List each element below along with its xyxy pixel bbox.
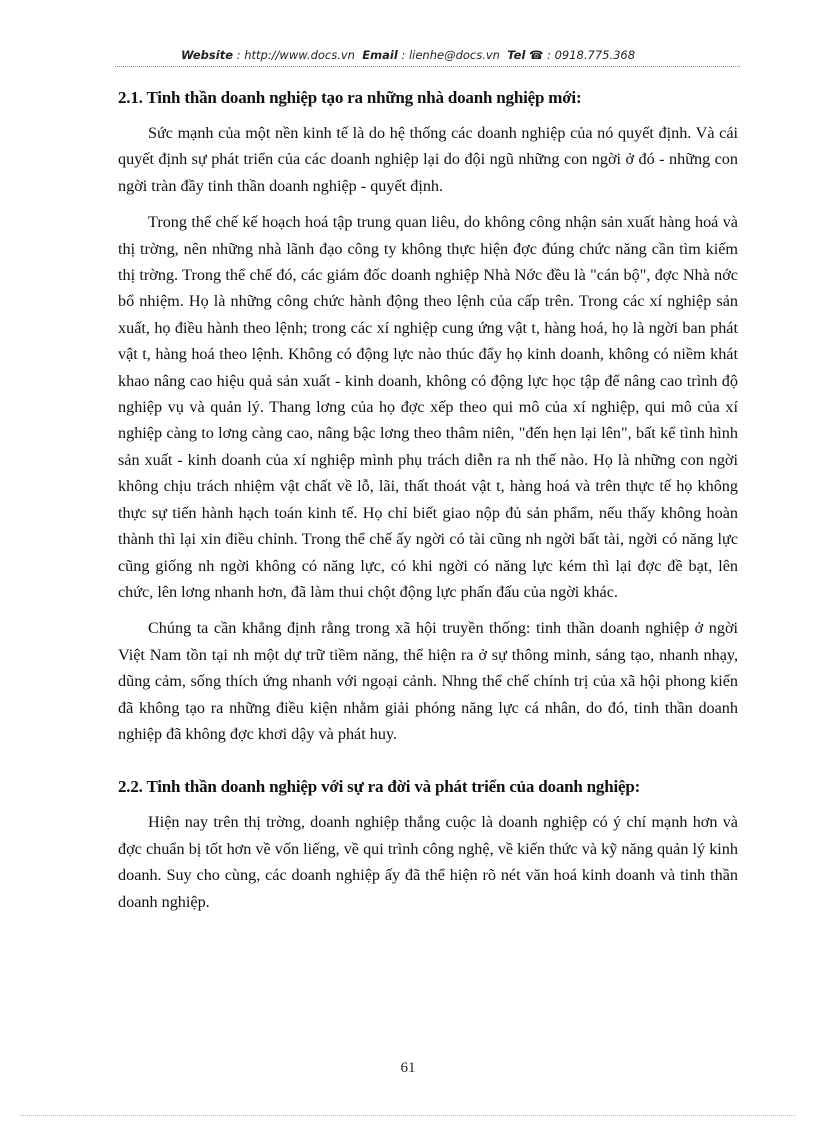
paragraph: Sức mạnh của một nền kinh tế là do hệ thống các doanh nghiệp của nó quyết định. Và cái quyết định sự phát triển của các doanh nghiệp lại do đội ngũ những con ngời ở đó - những con ngời tràn đầy tinh thần doanh nghiệp - quyết định. [118,124,738,195]
phone-icon: ☎ [529,48,544,62]
paragraph: Trong thể chế kế hoạch hoá tập trung quan liêu, do không công nhận sản xuất hàng hoá và thị trờng, nên những nhà lãnh đạo công ty không thực hiện đợc đúng chức năng cần tìm kiếm thị trờng. Trong thể chế đó, các giám đốc doanh nghiệp Nhà Nớc đều là "cán bộ", đợc Nhà nớc bổ nhiệm. Họ là những công chức hành động theo lệnh của cấp trên. Trong các xí nghiệp sản xuất, họ điều hành theo lệnh; trong các xí nghiệp cung ứng vật t, hàng hoá, họ là ngời ban phát vật t, hàng hoá theo lệnh. Không có động lực nào thúc đẩy họ kinh doanh, không có niềm khát khao nâng cao hiệu quả sản xuất - kinh doanh, không có động lực học tập để nâng cao trình độ nghiệp vụ và quản lý. Thang lơng của họ đợc xếp theo qui mô của xí nghiệp, qui mô của xí nghiệp càng to lơng càng cao, nâng bậc lơng theo thâm niên, "đến hẹn lại lên", bất kể tình hình sản xuất - kinh doanh của xí nghiệp mình phụ trách diễn ra nh thế nào. Họ là những con ngời không chịu trách nhiệm vật chất về lỗ, lãi, thất thoát vật t, hàng hoá và trên thực tế họ không thực sự tiến hành hạch toán kinh tế. Họ chỉ biết giao nộp đủ sản phẩm, nếu thấy không hoàn thành thì lại xin điều chỉnh. Trong thể chế ấy ngời có tài cũng nh ngời bất tài, ngời có năng lực cũng giống nh ngời không có năng lực, có khi ngời có năng lực kém thì lại đợc đề bạt, lên chức, lên lơng nhanh hơn, đã làm thui chột động lực phấn đấu của ngời khác. [118,213,738,601]
page-header [0,48,816,62]
tel-value: : 0918.775.368 [547,48,636,62]
tel-label: Tel [507,48,526,62]
email-label: Email [362,48,398,62]
paragraph: Chúng ta cần khẳng định rằng trong xã hội truyền thống: tinh thần doanh nghiệp ở ngời Việt Nam tồn tại nh một dự trữ tiềm năng, thể hiện ra ở sự thông minh, sáng tạo, nhanh nhạy, dũng cảm, sống thích ứng nhanh với ngoại cảnh. Nhng thể chế chính trị của xã hội phong kiến đã không tạo ra những điều kiện nhằm giải phóng năng lực cá nhân, do đó, tinh thần doanh nghiệp đã không đợc khơi dậy và phát huy. [118,619,738,743]
email-value: : lienhe@docs.vn [401,48,500,62]
footer-divider [20,1115,796,1116]
website-label: Website [180,48,234,62]
paragraph: Hiện nay trên thị trờng, doanh nghiệp thắng cuộc là doanh nghiệp có ý chí mạnh hơn và đợc chuẩn bị tốt hơn về vốn liếng, về qui trình công nghệ, về kiến thức và kỹ năng quản lý kinh doanh. Suy cho cùng, các doanh nghiệp ấy đã thể hiện rõ nét văn hoá kinh doanh và tinh thần doanh nghiệp. [118,813,738,911]
header-divider [115,66,740,67]
page-number: 61 [400,1060,416,1076]
section-heading-2-1: 2.1. Tinh thần doanh nghiệp tạo ra những nhà doanh nghiệp mới: [118,88,582,107]
section-heading-2-2: 2.2. Tinh thần doanh nghiệp với sự ra đời và phát triển của doanh nghiệp: [118,777,641,797]
document-body [118,88,738,925]
website-value: : http://www.docs.vn [236,48,355,62]
